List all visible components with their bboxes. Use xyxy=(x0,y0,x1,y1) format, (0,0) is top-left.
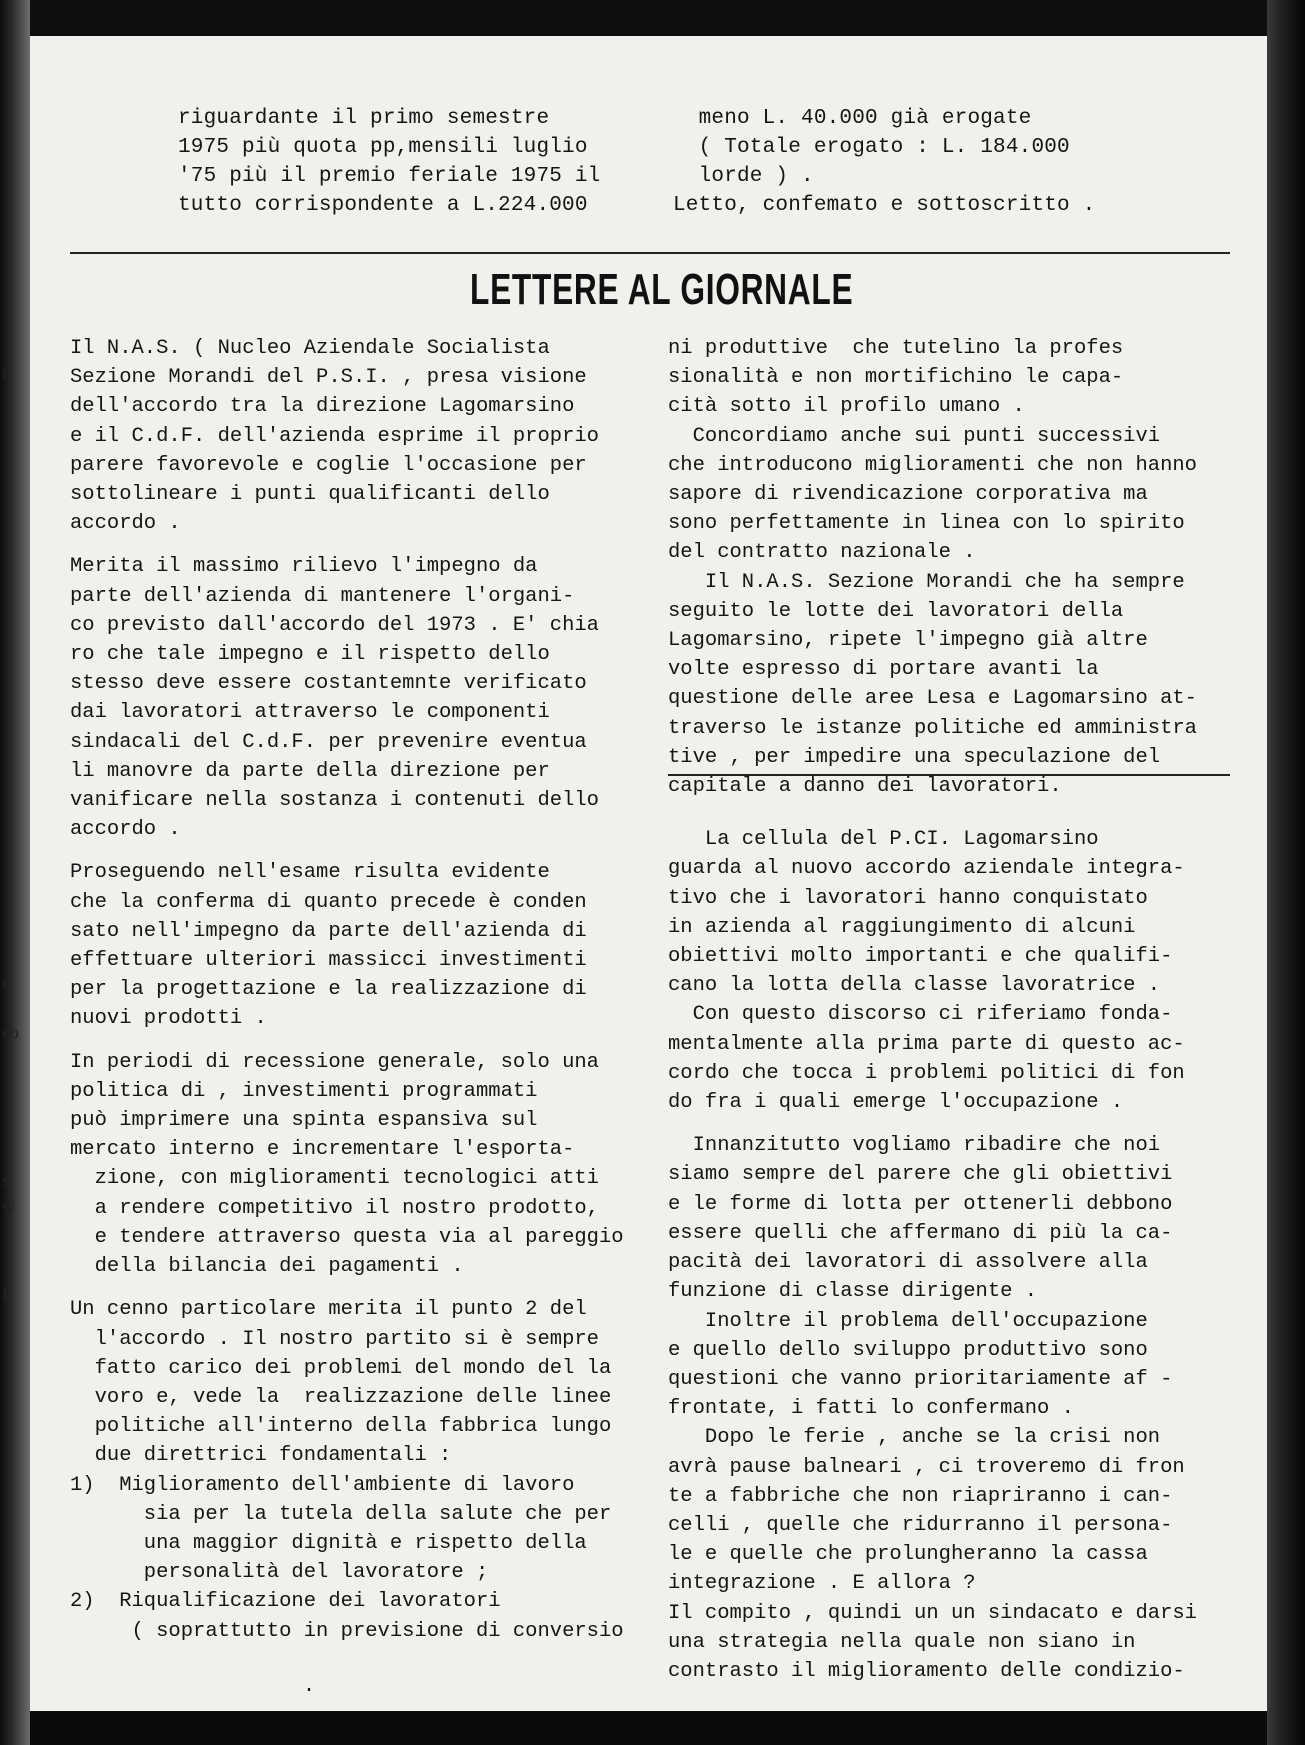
text-line: sionalità e non mortifichino le capa- xyxy=(668,366,1124,390)
text-line: zione, con miglioramenti tecnologici atti xyxy=(70,1167,599,1191)
text-line: e il C.d.F. dell'azienda esprime il proprio xyxy=(70,424,599,448)
text-line: dai lavoratori attraverso le componenti xyxy=(70,701,550,725)
text-line: volte espresso di portare avanti la xyxy=(668,658,1099,682)
scan-border-bottom xyxy=(0,1711,1305,1745)
text-line: stesso deve essere costantemnte verificato xyxy=(70,672,587,696)
text-line: ( Totale erogato : L. 184.000 xyxy=(673,136,1070,159)
text-line: Innanzitutto vogliamo ribadire che noi xyxy=(668,1134,1161,1158)
paragraph xyxy=(70,1295,630,1645)
text-line: voro e, vede la realizzazione delle linee xyxy=(70,1385,612,1409)
text-line: Proseguendo nell'esame risulta evidente xyxy=(70,861,550,885)
paragraph xyxy=(70,858,630,1033)
text-line: sottolineare i punti qualificanti dello xyxy=(70,483,550,507)
text-line: pacità dei lavoratori di assolvere alla xyxy=(668,1251,1148,1275)
text-line: effettuare ulteriori massicci investimenti xyxy=(70,949,587,973)
text-line: li manovre da parte della direzione per xyxy=(70,759,550,783)
text-line: le e quelle che prolungheranno la cassa xyxy=(668,1543,1148,1567)
text-line: obiettivi molto importanti e che qualifi- xyxy=(668,945,1173,969)
text-line: questione delle aree Lesa e Lagomarsino at- xyxy=(668,687,1197,711)
text-line: mentalmente alla prima parte di questo ac- xyxy=(668,1032,1185,1056)
right-column xyxy=(668,334,1233,1700)
text-line: cità sotto il profilo umano . xyxy=(668,395,1025,419)
header-left-text xyxy=(178,104,600,220)
paragraph xyxy=(70,552,630,844)
text-line: Sezione Morandi del P.S.I. , presa visione xyxy=(70,366,587,390)
text-line: vanificare nella sostanza i contenuti dello xyxy=(70,789,599,813)
text-line: e le forme di lotta per ottenerli debbono xyxy=(668,1192,1173,1216)
text-line: cano la lotta della classe lavoratrice . xyxy=(668,974,1161,998)
text-line: politiche all'interno della fabbrica lungo xyxy=(70,1415,612,1439)
text-line: avrà pause balneari , ci troveremo di fron xyxy=(668,1455,1185,1479)
text-line: 1975 più quota pp,mensili luglio xyxy=(178,136,588,159)
text-line: ro che tale impegno e il rispetto dello xyxy=(70,643,550,667)
text-line: in azienda al raggiungimento di alcuni xyxy=(668,915,1136,939)
text-line: sato nell'impegno da parte dell'azienda di xyxy=(70,919,587,943)
text-line: l'accordo . Il nostro partito si è sempre xyxy=(70,1327,599,1351)
scan-border-top xyxy=(0,0,1305,36)
text-line: per la progettazione e la realizzazione di xyxy=(70,978,587,1002)
text-line: frontate, i fatti lo confermano . xyxy=(668,1397,1074,1421)
text-line: personalità del lavoratore ; xyxy=(70,1561,489,1585)
margin-glyph: co xyxy=(2,1022,19,1042)
text-line: In periodi di recessione generale, solo una xyxy=(70,1050,599,1074)
text-line: tutto corrispondente a L.224.000 xyxy=(178,194,588,217)
text-line: tive , per impedire una speculazione del xyxy=(668,745,1161,769)
text-line: può imprimere una spinta espansiva sul xyxy=(70,1109,538,1133)
scan-border-right xyxy=(1267,0,1305,1745)
text-line: ( soprattutto in previsione di conversio xyxy=(70,1619,624,1643)
document-page xyxy=(30,36,1267,1711)
text-line: siamo sempre del parere che gli obiettivi xyxy=(668,1163,1173,1187)
paragraph xyxy=(668,825,1233,1117)
text-line: capitale a danno dei lavoratori. xyxy=(668,775,1062,799)
text-line: meno L. 40.000 già erogate xyxy=(673,107,1032,130)
text-line: integrazione . E allora ? xyxy=(668,1572,976,1596)
paragraph xyxy=(668,334,1233,801)
margin-glyph: o xyxy=(2,972,11,992)
margin-glyph: w xyxy=(2,1196,15,1216)
left-margin-bleed xyxy=(0,0,30,1745)
text-line: dell'accordo tra la direzione Lagomarsino xyxy=(70,395,575,419)
text-line: contrasto il miglioramento delle condizio- xyxy=(668,1659,1185,1683)
header-right-text xyxy=(673,104,1095,220)
text-line: funzione di classe dirigente . xyxy=(668,1280,1038,1304)
text-line: ni produttive che tutelino la profes xyxy=(668,337,1124,360)
text-line: mercato interno e incrementare l'esporta- xyxy=(70,1138,575,1162)
text-line: parere favorevole e coglie l'occasione per xyxy=(70,453,587,477)
text-line: del contratto nazionale . xyxy=(668,541,976,565)
text-line: celli , quelle che ridurranno il persona- xyxy=(668,1513,1173,1537)
text-line: e tendere attraverso questa via al pareggio xyxy=(70,1225,624,1249)
masthead-top-rule xyxy=(70,252,1230,254)
text-line: una strategia nella quale non siano in xyxy=(668,1630,1136,1654)
text-line: politica di , investimenti programmati xyxy=(70,1079,538,1103)
paragraph xyxy=(668,1131,1233,1686)
text-line: questioni che vanno prioritariamente af - xyxy=(668,1367,1173,1391)
text-line: una maggior dignità e rispetto della xyxy=(70,1531,587,1555)
paragraph xyxy=(70,1048,630,1282)
text-line: '75 più il premio feriale 1975 il xyxy=(178,165,601,188)
text-line: Il N.A.S. Sezione Morandi che ha sempre xyxy=(668,570,1185,594)
text-line: Letto, confemato e sottoscritto . xyxy=(673,194,1096,217)
text-line: che introducono miglioramenti che non hanno xyxy=(668,453,1197,477)
text-line: do fra i quali emerge l'occupazione . xyxy=(668,1091,1124,1115)
text-line: 1) Miglioramento dell'ambiente di lavoro xyxy=(70,1473,575,1497)
margin-glyph: I xyxy=(2,1285,8,1305)
margin-glyph: s xyxy=(2,1170,10,1190)
paragraph xyxy=(70,334,630,538)
text-line: Il compito , quindi un un sindacato e darsi xyxy=(668,1601,1197,1625)
text-line: sapore di rivendicazione corporativa ma xyxy=(668,483,1148,507)
text-line: essere quelli che affermano di più la ca- xyxy=(668,1221,1173,1245)
text-line: tivo che i lavoratori hanno conquistato xyxy=(668,886,1148,910)
text-line: fatto carico dei problemi del mondo del la xyxy=(70,1356,612,1380)
text-line: parte dell'azienda di mantenere l'organi- xyxy=(70,584,575,608)
text-line: 2) Riqualificazione dei lavoratori xyxy=(70,1590,501,1614)
text-line: co previsto dall'accordo del 1973 . E' chia xyxy=(70,613,599,637)
text-line: e quello dello sviluppo produttivo sono xyxy=(668,1338,1148,1362)
text-line: Inoltre il problema dell'occupazione xyxy=(668,1309,1148,1333)
text-line: Lagomarsino, ripete l'impegno già altre xyxy=(668,629,1148,653)
text-line: accordo . xyxy=(70,512,181,536)
text-line: cordo che tocca i problemi politici di fon xyxy=(668,1061,1185,1085)
text-line: guarda al nuovo accordo aziendale integra- xyxy=(668,857,1185,881)
text-line: nuovi prodotti . xyxy=(70,1007,267,1031)
left-column xyxy=(70,334,630,1660)
text-line: Il N.A.S. ( Nucleo Aziendale Socialista xyxy=(70,337,550,360)
text-line: Merita il massimo rilievo l'impegno da xyxy=(70,555,538,579)
text-line: traverso le istanze politiche ed amministra xyxy=(668,716,1197,740)
text-line: La cellula del P.CI. Lagomarsino xyxy=(668,828,1099,852)
text-line: Un cenno particolare merita il punto 2 del xyxy=(70,1298,587,1322)
footer-mark: . xyxy=(303,1675,316,1698)
text-line: accordo . xyxy=(70,818,181,842)
text-line: Con questo discorso ci riferiamo fonda- xyxy=(668,1003,1173,1027)
text-line: della bilancia dei pagamenti . xyxy=(70,1255,464,1279)
text-line: Dopo le ferie , anche se la crisi non xyxy=(668,1426,1161,1450)
text-line: riguardante il primo semestre xyxy=(178,107,550,130)
text-line: te a fabbriche che non riapriranno i can- xyxy=(668,1484,1173,1508)
text-line: sindacali del C.d.F. per prevenire eventua xyxy=(70,730,587,754)
text-line: che la conferma di quanto precede è conden xyxy=(70,890,587,914)
text-line: sia per la tutela della salute che per xyxy=(70,1502,612,1526)
text-line: sono perfettamente in linea con lo spirito xyxy=(668,512,1185,536)
page-title: LETTERE AL GIORNALE xyxy=(470,265,854,314)
text-line: Concordiamo anche sui punti successivi xyxy=(668,424,1161,448)
text-line: due direttrici fondamentali : xyxy=(70,1444,452,1468)
text-line: seguito le lotte dei lavoratori della xyxy=(668,599,1124,623)
margin-glyph: i xyxy=(2,362,8,382)
text-line: lorde ) . xyxy=(673,165,814,188)
text-line: a rendere competitivo il nostro prodotto, xyxy=(70,1196,599,1220)
